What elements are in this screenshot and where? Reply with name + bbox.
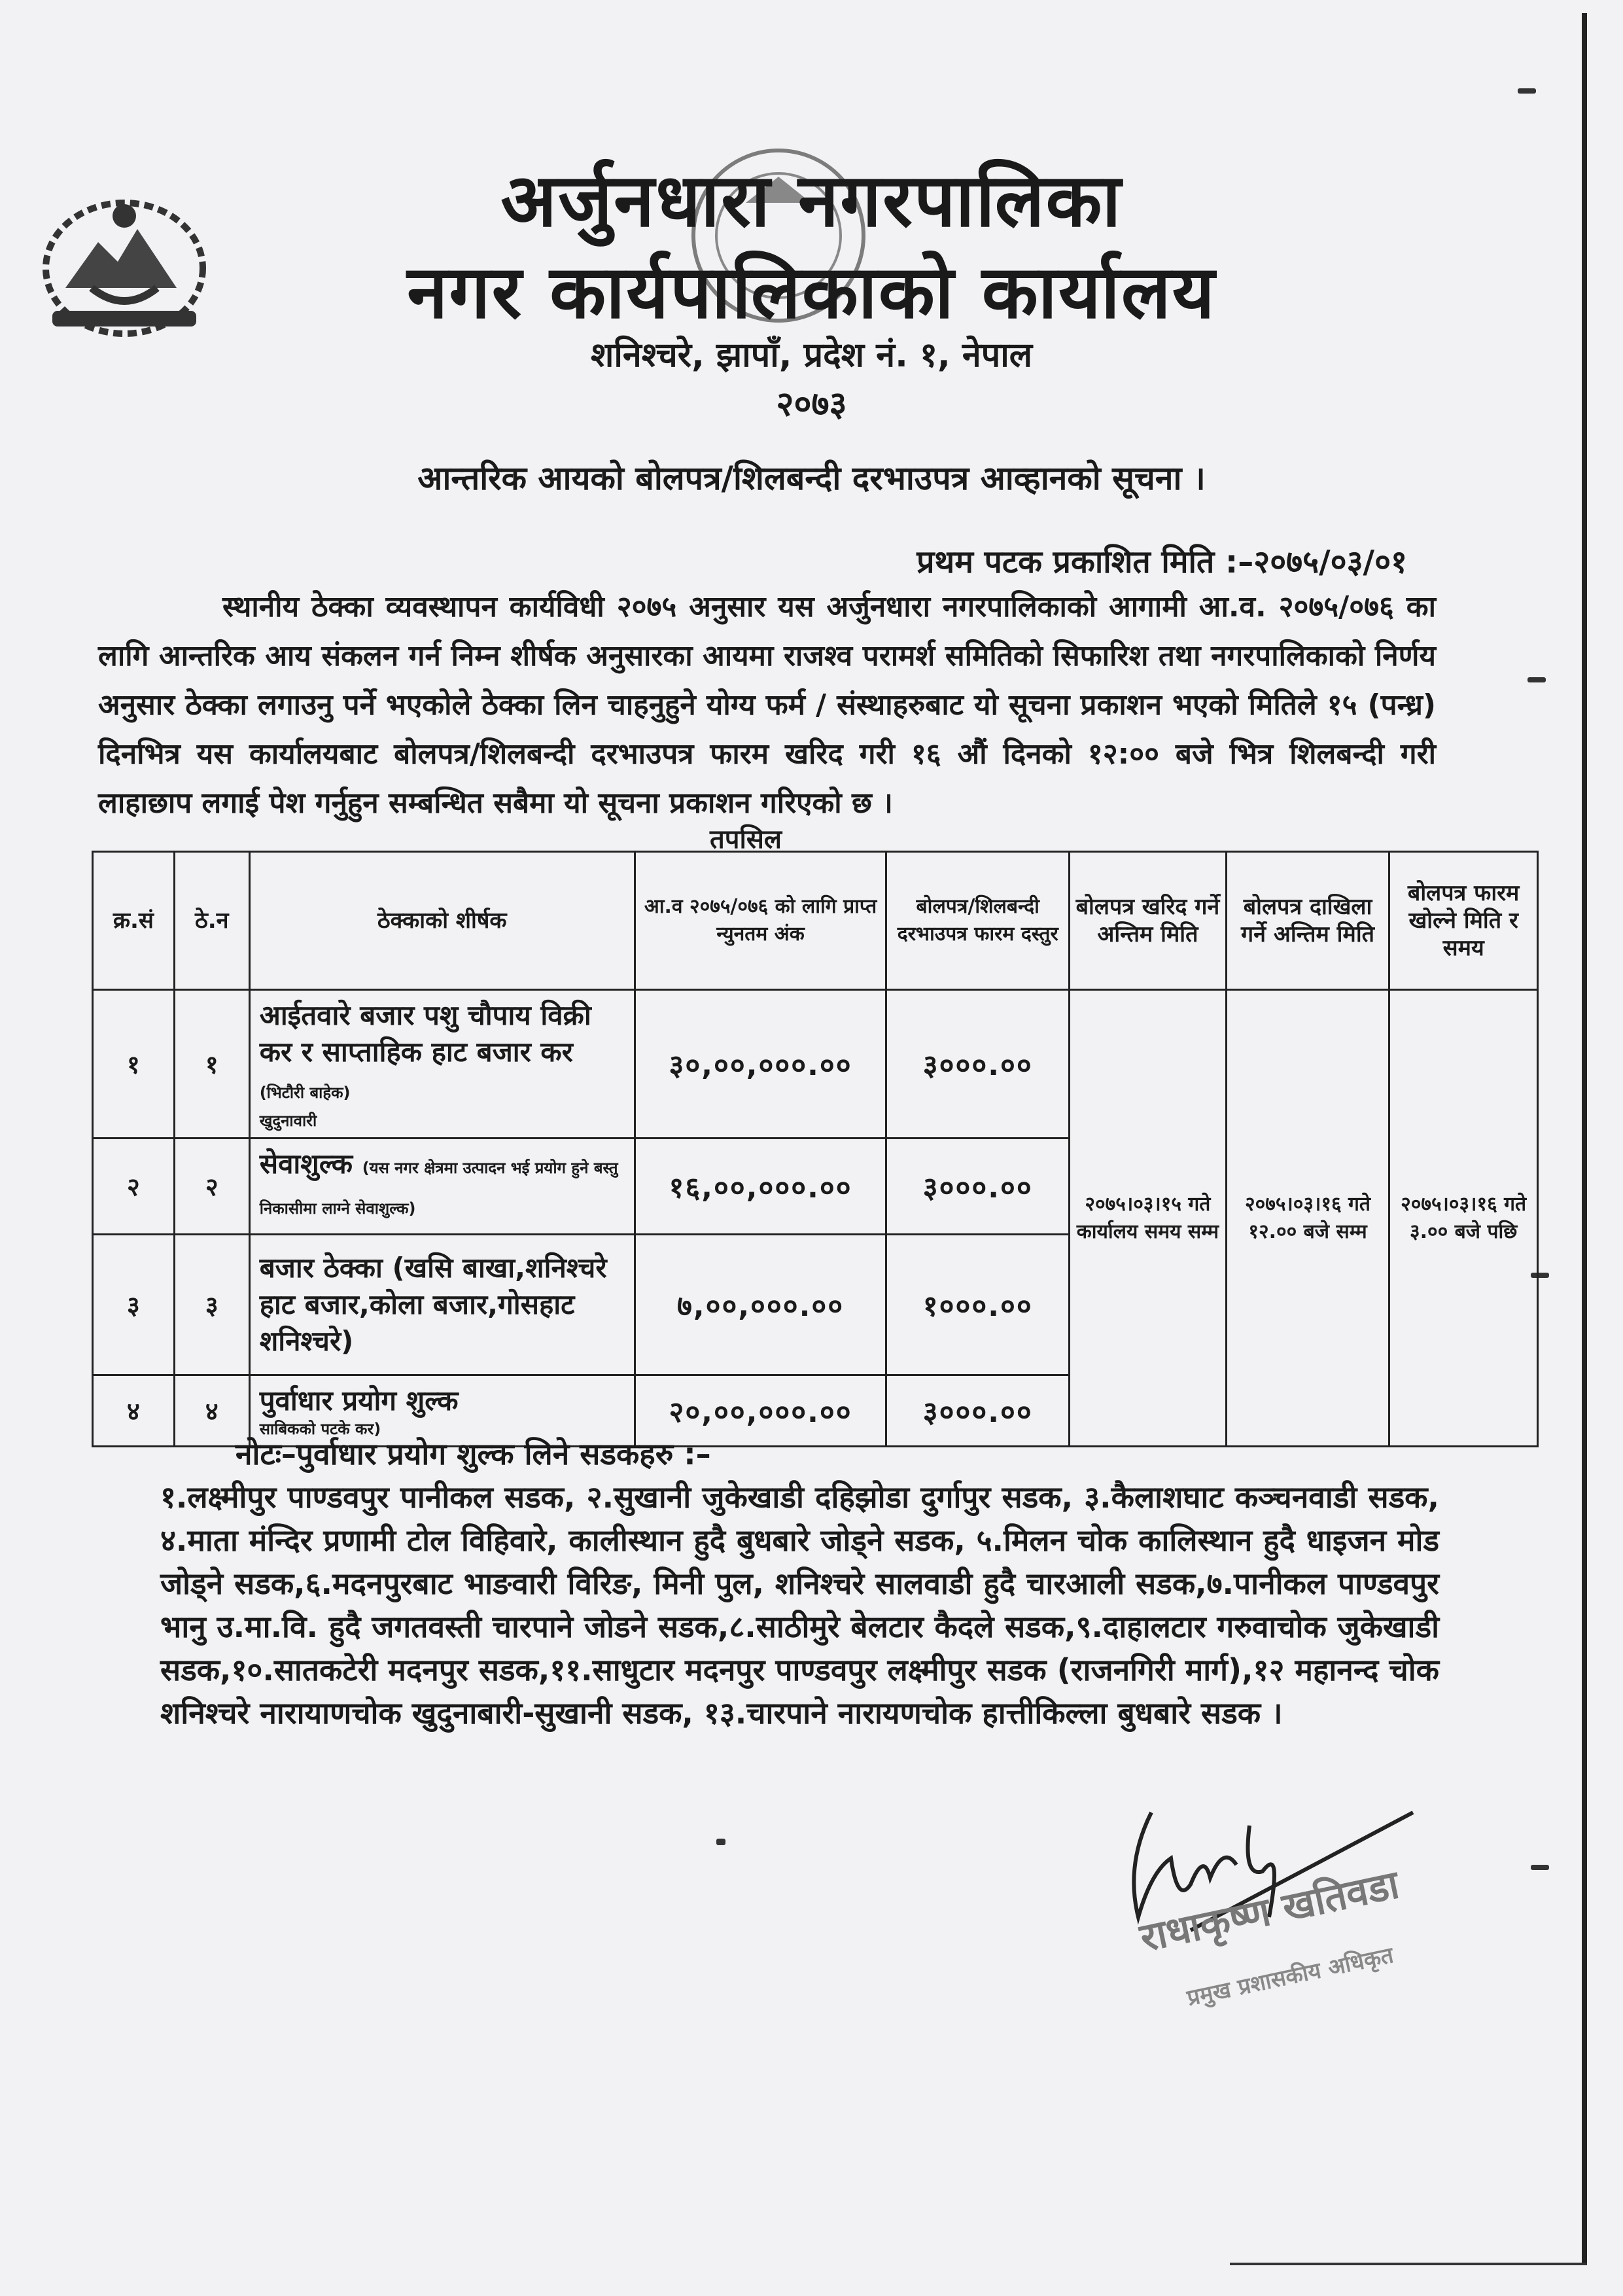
notice-subject: आन्तरिक आयको बोलपत्र/शिलबन्दी दरभाउपत्र आव्हानको सूचना । (417, 459, 1206, 497)
office-year: २०७३ (776, 385, 847, 424)
row-topic-text: पुर्वाधार प्रयोग शुल्क (259, 1385, 459, 1417)
row-contract-no: १ (174, 990, 249, 1139)
page-edge-line (1230, 2263, 1587, 2265)
header-contract-no: ठे.न (174, 852, 249, 990)
last-purchase-date: २०७५।०३।१५ गते कार्यालय समय सम्म (1070, 990, 1227, 1447)
published-date: प्रथम पटक प्रकाशित मिति :–२०७५/०३/०१ (916, 544, 1407, 580)
scan-speck (1527, 677, 1546, 682)
row-fee: ३०००.०० (886, 1375, 1070, 1447)
roads-list: १.लक्ष्मीपुर पाण्डवपुर पानीकल सडक, २.सुखानी जुकेखाडी दहिझोडा दुर्गापुर सडक, ३.कैलाशघाट कञ्चनवाडी सडक, ४.माता मंन्दिर प्रणामी टोल विहिवारे, कालीस्थान हुदै बुधबारे जोड्ने सडक, ५.मिलन चोक कालिस्थान हुदै धाइजन मोड जोड्ने सडक,६.मदनपुरबाट भाङवारी विरिङ, मिनी पुल, शनिश्चरे सालवाडी हुदै चारआली सडक,७.पानीकल पाण्डवपुर भानु उ.मा.वि. हुदै जगतवस्ती चारपाने जोडने सडक,८.साठीमुरे बेलटार कैदले सडक,९.दाहालटार गरुवाचोक जुकेखाडी सडक,१०.सातकटेरी मदनपुर सडक,११.साधुटार मदनपुर पाण्डवपुर लक्ष्मीपुर सडक (राजनगिरी मार्ग),१२ महानन्द चोक शनिश्चरे नारायाणचोक खुदुनाबारी-सुखानी सडक, १३.चारपाने नारायणचोक हात्तीकिल्ला बुधबारे सडक । (160, 1479, 1439, 1731)
notice-body-text: स्थानीय ठेक्का व्यवस्थापन कार्यविधी २०७५ अनुसार यस अर्जुनधारा नगरपालिकाको आगामी आ.व. २०७५/०७६ का लागि आन्तरिक आय संकलन गर्न निम्न शीर्षक अनुसारका आयमा राजश्व परामर्श समितिको सिफारिश तथा नगरपालिकाको निर्णय अनुसार ठेक्का लगाउनु पर्ने भएकोले ठेक्का लिन चाहनुहुने योग्य फर्म / संस्थाहरुबाट यो सूचना प्रकाशन भएको मितिले १५ (पन्ध्र) दिनभित्र यस कार्यालयबाट बोलपत्र/शिलबन्दी दरभाउपत्र फारम खरिद गरी १६ औं दिनको १२:०० बजे भित्र शिलबन्दी गरी लाहाछाप लगाई पेश गर्नुहुन सम्बन्धित सबैमा यो सूचना प्रकाशन गरिएको छ । (98, 590, 1436, 820)
scan-speck (1518, 88, 1536, 94)
signatory-title: प्रमुख प्रशासकीय अधिकृत (1185, 1942, 1396, 2012)
row-topic (249, 990, 635, 1139)
header-sn: क्र.सं (93, 852, 175, 990)
table-caption: तपसिल (710, 824, 782, 855)
row-sn: ३ (93, 1235, 175, 1375)
opening-date: २०७५।०३।१६ गते ३.०० बजे पछि (1389, 990, 1538, 1447)
row-contract-no: ३ (174, 1235, 249, 1375)
row-topic-text: आईतवारे बजार पशु चौपाय विक्री कर र साप्ताहिक हाट बजार कर (259, 999, 591, 1068)
row-sn: १ (93, 990, 175, 1139)
row-fee: ३०००.०० (886, 990, 1070, 1139)
header-form-fee: बोलपत्र/शिलबन्दी दरभाउपत्र फारम दस्तुर (886, 852, 1070, 990)
note-title: नोटः–पुर्वाधार प्रयोग शुल्क लिने सडकहरु :– (236, 1436, 711, 1472)
row-topic-note: (यस नगर क्षेत्रमा उत्पादन भई प्रयोग हुने बस्तु निकासीमा लाग्ने सेवाशुल्क) (259, 1159, 618, 1218)
table-header-row (93, 852, 1538, 990)
header-min-amount: आ.व २०७५/०७६ को लागि प्राप्त न्युनतम अंक (635, 852, 886, 990)
office-name: अर्जुनधारा नगरपालिका (500, 158, 1123, 243)
header-last-purchase: बोलपत्र खरिद गर्ने अन्तिम मिति (1070, 852, 1227, 990)
notice-body (98, 582, 1436, 828)
row-amount: २०,००,०००.०० (635, 1375, 886, 1447)
row-topic-note: (भिटौरी बाहेक) (259, 1084, 351, 1102)
row-sn: २ (93, 1139, 175, 1235)
row-topic-note: साबिकको पटके कर) (259, 1420, 381, 1438)
row-amount: ३०,००,०००.०० (635, 990, 886, 1139)
signatory-name: राधाकृष्ण खतिवडा (1136, 1862, 1403, 1962)
table-row (93, 990, 1538, 1139)
row-topic: बजार ठेक्का (खसि बाखा,शनिश्चरे हाट बजार,कोला बजार,गोसहाट शनिश्चरे) (249, 1235, 635, 1375)
row-fee: १०००.०० (886, 1235, 1070, 1375)
header-opening: बोलपत्र फारम खोल्ने मिति र समय (1389, 852, 1538, 990)
tender-table (92, 851, 1539, 1447)
last-submit-date: २०७५।०३।१६ गते १२.०० बजे सम्म (1226, 990, 1389, 1447)
scan-speck (1531, 1865, 1549, 1870)
row-sn: ४ (93, 1375, 175, 1447)
row-amount: १६,००,०००.०० (635, 1139, 886, 1235)
row-topic-note2: खुदुनावारी (259, 1112, 317, 1130)
scan-speck (716, 1839, 725, 1845)
row-amount: ७,००,०००.०० (635, 1235, 886, 1375)
office-title: नगर कार्यपालिकाको कार्यालय (407, 250, 1216, 335)
row-contract-no: ४ (174, 1375, 249, 1447)
office-address: शनिश्चरे, झापाँ, प्रदेश नं. १, नेपाल (591, 336, 1032, 375)
header-topic: ठेक्काको शीर्षक (249, 852, 635, 990)
header-last-submit: बोलपत्र दाखिला गर्ने अन्तिम मिति (1226, 852, 1389, 990)
row-topic (249, 1139, 635, 1235)
row-fee: ३०००.०० (886, 1139, 1070, 1235)
row-contract-no: २ (174, 1139, 249, 1235)
row-topic-text: सेवाशुल्क (259, 1148, 353, 1180)
